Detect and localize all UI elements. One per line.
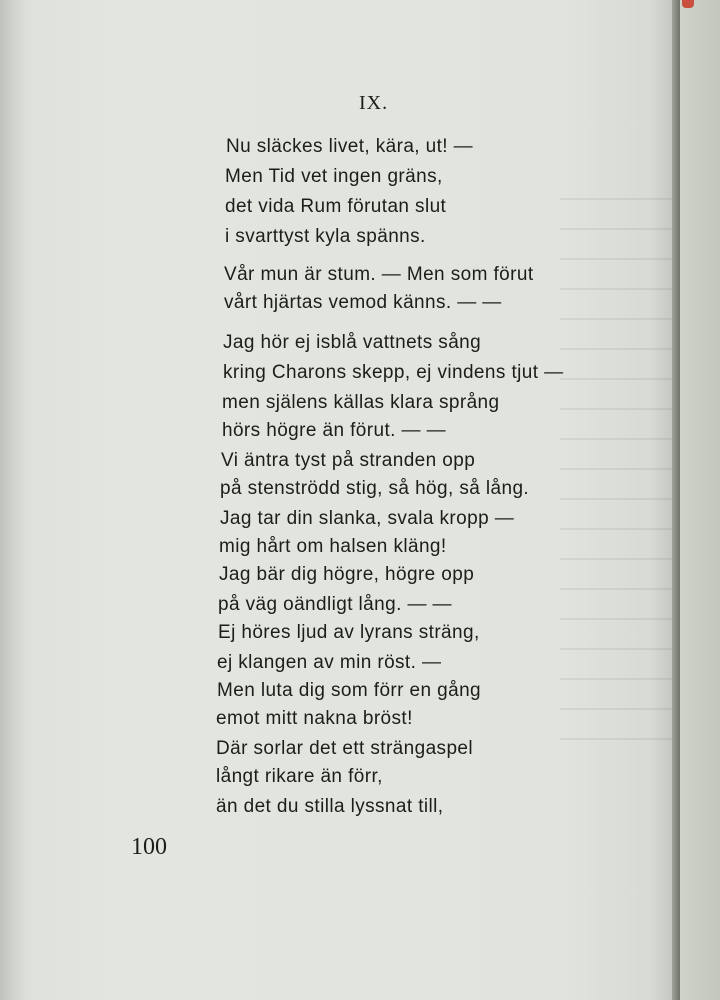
poem-line: än det du stilla lyssnat till, bbox=[216, 796, 444, 817]
facing-page-edge bbox=[680, 0, 720, 1000]
poem-line: långt rikare än förr, bbox=[216, 766, 383, 787]
bookmark-ribbon bbox=[682, 0, 694, 8]
poem-line: Vi äntra tyst på stranden opp bbox=[221, 450, 476, 471]
poem-heading: IX. bbox=[359, 92, 389, 114]
poem-line: emot mitt nakna bröst! bbox=[216, 708, 413, 729]
poem-line: i svarttyst kyla spänns. bbox=[225, 226, 426, 247]
poem-line: Där sorlar det ett strängaspel bbox=[216, 738, 474, 759]
poem-line: Nu släckes livet, kära, ut! — bbox=[226, 136, 474, 157]
poem-line: det vida Rum förutan slut bbox=[225, 196, 447, 217]
poem-line: Jag bär dig högre, högre opp bbox=[219, 564, 475, 585]
poem-line: Jag hör ej isblå vattnets sång bbox=[223, 332, 482, 353]
poem-line: men själens källas klara språng bbox=[222, 392, 500, 413]
page-edge-shadow bbox=[672, 0, 680, 1000]
poem-line: Ej höres ljud av lyrans sträng, bbox=[218, 622, 480, 643]
poem-line: Men Tid vet ingen gräns, bbox=[225, 166, 443, 187]
poem-line: mig hårt om halsen kläng! bbox=[219, 536, 447, 557]
poem-line: hörs högre än förut. — — bbox=[222, 420, 446, 441]
poem-line: på stenströdd stig, så hög, så lång. bbox=[220, 478, 530, 499]
poem-line: ej klangen av min röst. — bbox=[217, 652, 442, 673]
poem-line: Vår mun är stum. — Men som förut bbox=[224, 264, 534, 285]
poem-line: Men luta dig som förr en gång bbox=[217, 680, 482, 701]
poem-line: kring Charons skepp, ej vindens tjut — bbox=[223, 362, 564, 383]
page-number: 100 bbox=[131, 834, 167, 860]
poem-line: på väg oändligt lång. — — bbox=[218, 594, 452, 615]
poem-line: Jag tar din slanka, svala kropp — bbox=[220, 508, 515, 529]
poem-line: vårt hjärtas vemod känns. — — bbox=[224, 292, 502, 313]
